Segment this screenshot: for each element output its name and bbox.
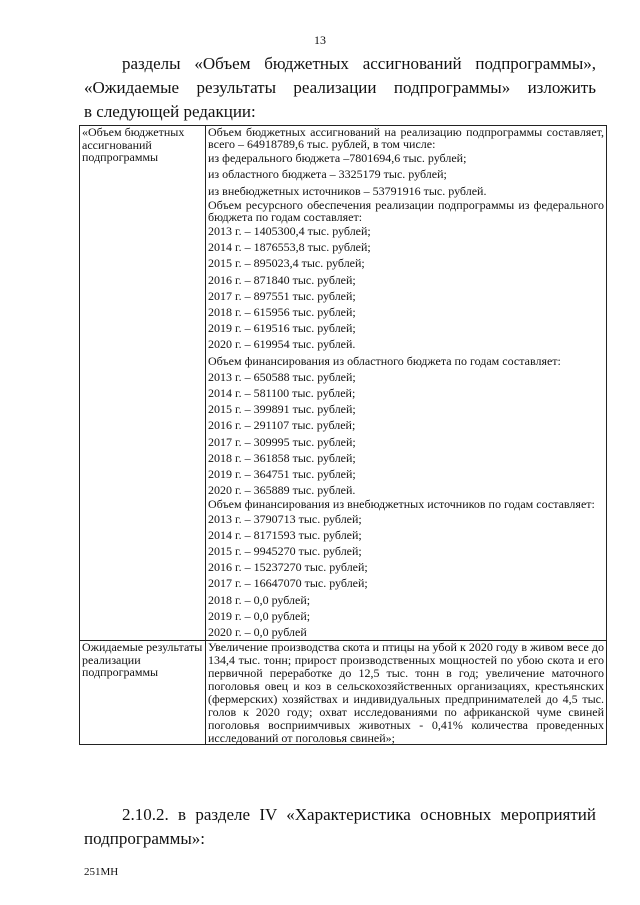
source-regional: из областного бюджета – 3325179 тыс. рублей; (208, 167, 447, 182)
regional-heading: Объем финансирования из областного бюджета по годам составляет: (208, 353, 561, 368)
federal-year-2018: 2018 г. – 615956 тыс. рублей; (208, 305, 356, 319)
federal-year-2014: 2014 г. – 1876553,8 тыс. рублей; (208, 240, 371, 255)
results-label: Ожидаемые результаты реализации подпрограммы (80, 641, 206, 745)
extrabudget-year-2020: 2020 г. – 0,0 рублей (208, 624, 307, 639)
extrabudget-year-2019: 2019 г. – 0,0 рублей; (208, 608, 311, 623)
budget-content (206, 126, 607, 641)
extrabudget-heading: Объем финансирования из внебюджетных источников по годам составляет: (208, 497, 595, 512)
extrabudget-year-2015: 2015 г. – 9945270 тыс. рублей; (208, 543, 362, 558)
footer-code: 251МН (84, 866, 119, 878)
table-row-budget (80, 126, 607, 641)
federal-year-2016: 2016 г. – 871840 тыс. рублей; (208, 272, 356, 287)
regional-year-2017: 2017 г. – 309995 тыс. рублей; (208, 434, 356, 449)
extrabudget-year-2013: 2013 г. – 3790713 тыс. рублей; (208, 511, 362, 526)
regional-year-2020: 2020 г. – 365889 тыс. рублей. (208, 483, 356, 498)
extrabudget-year-2016: 2016 г. – 15237270 тыс. рублей; (208, 560, 368, 575)
results-content: Увеличение производства скота и птицы на убой к 2020 году в живом весе до 134,4 тыс. тонн; прирост производственных мощностей по убою скота и его первичной переработке до 12,5 тыс. тонн в год; увеличение маточного поголовья овец и коз в сельскохозяйственных организациях, крестьянских (фермерских) хозяйствах и индивидуальных предпринимателей до 4,5 тыс. голов к 2020 году; охват исследованиями по африканской чуме свиней поголовья восприимчивых животных - 0,41% количества проведенных исследований от поголовья свиней»; (206, 641, 607, 745)
federal-year-2017: 2017 г. – 897551 тыс. рублей; (208, 288, 356, 303)
regional-year-2016: 2016 г. – 291107 тыс. рублей; (208, 418, 356, 433)
budget-total: Объем бюджетных ассигнований на реализацию подпрограммы составляет, всего – 64918789,6 тыс. рублей, в том числе: (208, 125, 604, 152)
budget-label: «Объем бюджетных ассигнований подпрограммы (80, 126, 206, 641)
regional-year-2013: 2013 г. – 650588 тыс. рублей; (208, 369, 356, 384)
federal-year-2020: 2020 г. – 619954 тыс. рублей. (208, 337, 356, 352)
extrabudget-year-2017: 2017 г. – 16647070 тыс. рублей; (208, 576, 368, 591)
source-federal: из федерального бюджета –7801694,6 тыс. рублей; (208, 151, 467, 166)
extrabudget-year-2014: 2014 г. – 8171593 тыс. рублей; (208, 527, 362, 542)
table-row-results (80, 641, 607, 745)
regional-year-2019: 2019 г. – 364751 тыс. рублей; (208, 467, 356, 482)
federal-heading: Объем ресурсного обеспечения реализации подпрограммы из федерального бюджета по годам составляет: (208, 197, 604, 224)
regional-year-2018: 2018 г. – 361858 тыс. рублей; (208, 450, 356, 465)
intro-line-2: «Ожидаемые результаты реализации подпрограммы» изложить (84, 78, 596, 97)
after-line-2: подпрограммы»: (84, 829, 206, 848)
subprogram-table (79, 125, 607, 745)
federal-year-2013: 2013 г. – 1405300,4 тыс. рублей; (208, 223, 371, 238)
regional-year-2015: 2015 г. – 399891 тыс. рублей; (208, 402, 356, 417)
intro-line-1: разделы «Объем бюджетных ассигнований подпрограммы», (122, 54, 596, 73)
federal-year-2019: 2019 г. – 619516 тыс. рублей; (208, 321, 356, 336)
regional-year-2014: 2014 г. – 581100 тыс. рублей; (208, 386, 356, 401)
federal-year-2015: 2015 г. – 895023,4 тыс. рублей; (208, 256, 365, 271)
after-line-1: 2.10.2. в разделе IV «Характеристика основных мероприятий (122, 805, 596, 824)
intro-line-3: в следующей редакции: (84, 102, 256, 121)
source-extrabudget: из внебюджетных источников – 53791916 тыс. рублей. (208, 183, 487, 198)
extrabudget-year-2018: 2018 г. – 0,0 рублей; (208, 592, 311, 607)
page-number: 13 (314, 33, 326, 47)
